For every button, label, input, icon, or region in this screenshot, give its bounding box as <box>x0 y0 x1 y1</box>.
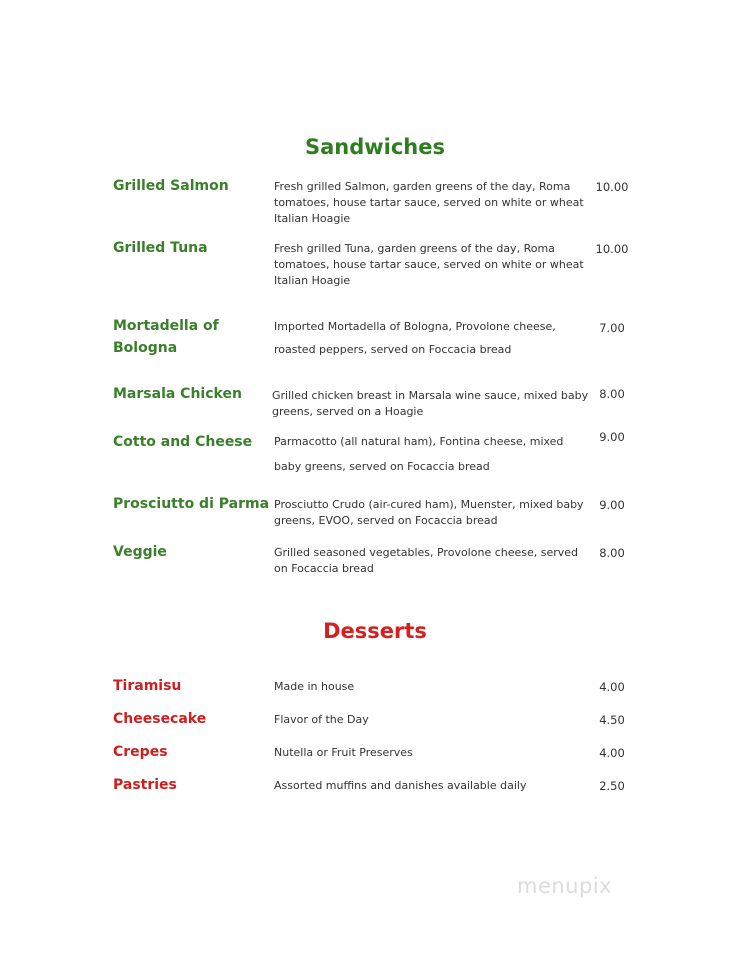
item-description-line1: Parmacotto (all natural ham), Fontina cheese, mixed <box>274 435 564 448</box>
item-price: 7.00 <box>599 321 625 335</box>
item-name: Veggie <box>113 544 167 560</box>
item-description: Grilled seasoned vegetables, Provolone cheese, served on Focaccia bread <box>274 546 579 575</box>
item-description: Prosciutto Crudo (air-cured ham), Muenster, mixed baby greens, EVOO, served on Focaccia bread <box>274 498 584 527</box>
item-price: 2.50 <box>599 779 625 793</box>
desserts-section-title: Desserts <box>323 619 427 643</box>
item-price: 4.50 <box>599 713 625 727</box>
item-description: Assorted muffins and danishes available daily <box>274 779 527 792</box>
item-price: 10.00 <box>595 180 629 194</box>
item-name-line1: Mortadella of <box>113 318 219 334</box>
item-description: Fresh grilled Salmon, garden greens of the day, Roma tomatoes, house tartar sauce, served on white or wheat Italian Hoagie <box>274 180 584 225</box>
item-description: Flavor of the Day <box>274 713 369 726</box>
item-price: 4.00 <box>599 680 625 694</box>
item-price: 8.00 <box>599 387 625 401</box>
item-name-line2: Bologna <box>113 340 178 356</box>
item-description-line1: Imported Mortadella of Bologna, Provolone cheese, <box>274 320 556 333</box>
item-name: Pastries <box>113 777 177 793</box>
sandwiches-section-title: Sandwiches <box>304 135 446 159</box>
item-name: Grilled Salmon <box>113 178 229 194</box>
item-description: Nutella or Fruit Preserves <box>274 746 413 759</box>
item-price: 8.00 <box>599 546 625 560</box>
item-name: Prosciutto di Parma <box>113 496 270 512</box>
menupix-watermark: menupix <box>517 874 613 898</box>
item-price: 10.00 <box>595 242 629 256</box>
item-name: Grilled Tuna <box>113 240 208 256</box>
item-description-line2: baby greens, served on Focaccia bread <box>274 460 490 473</box>
item-price: 9.00 <box>599 430 625 444</box>
item-name: Crepes <box>113 744 168 760</box>
item-description: Made in house <box>274 680 355 693</box>
item-description: Fresh grilled Tuna, garden greens of the day, Roma tomatoes, house tartar sauce, served on white or wheat Italian Hoagie <box>274 242 584 287</box>
item-price: 9.00 <box>599 498 625 512</box>
item-description: Grilled chicken breast in Marsala wine sauce, mixed baby greens, served on a Hoagie <box>272 389 589 418</box>
item-name: Cheesecake <box>113 711 207 727</box>
item-name: Cotto and Cheese <box>113 434 253 450</box>
item-description-line2: roasted peppers, served on Foccacia bread <box>274 343 512 356</box>
item-name: Marsala Chicken <box>113 386 242 402</box>
item-name: Tiramisu <box>113 678 182 694</box>
item-price: 4.00 <box>599 746 625 760</box>
